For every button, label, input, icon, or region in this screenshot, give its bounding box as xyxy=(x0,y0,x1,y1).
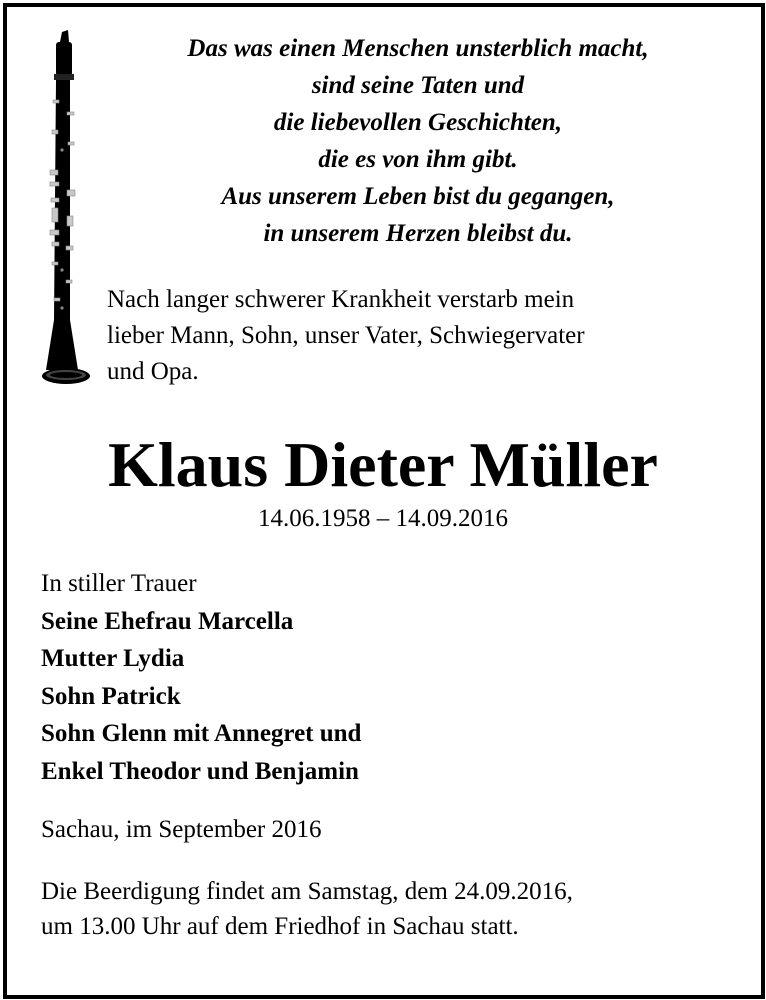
funeral-line: um 13.00 Uhr auf dem Friedhof in Sachau statt. xyxy=(41,913,519,940)
mourning-heading: In stiller Trauer xyxy=(41,570,197,597)
mourners-list xyxy=(41,565,721,790)
verse-line: die es von ihm gibt. xyxy=(318,146,518,173)
life-dates: 14.06.1958 – 14.09.2016 xyxy=(258,505,508,532)
place-date: Sachau, im September 2016 xyxy=(41,816,322,843)
mourner-line: Sohn Glenn mit Annegret und xyxy=(41,720,362,747)
announcement-line: Nach langer schwerer Krankheit verstarb mein xyxy=(107,286,575,313)
funeral-line: Die Beerdigung findet am Samstag, dem 24.09.2016, xyxy=(41,878,573,905)
verse-line: in unserem Herzen bleibst du. xyxy=(263,220,573,247)
clarinet-icon xyxy=(40,30,96,394)
verse-line: sind seine Taten und xyxy=(311,72,525,99)
verse-line: Das was einen Menschen unsterblich macht, xyxy=(187,35,649,62)
mourner-line: Sohn Patrick xyxy=(41,682,181,710)
deceased-name: Klaus Dieter Müller xyxy=(108,429,658,500)
announcement-line: lieber Mann, Sohn, unser Vater, Schwiegervater xyxy=(107,322,585,349)
mourner-line: Mutter Lydia xyxy=(41,645,185,672)
mourner-line: Enkel Theodor und Benjamin xyxy=(41,757,359,785)
verse-line: die liebevollen Geschichten, xyxy=(273,109,563,136)
funeral-notice xyxy=(41,874,741,944)
death-announcement xyxy=(107,282,727,390)
announcement-line: und Opa. xyxy=(107,358,199,385)
mourner-line: Seine Ehefrau Marcella xyxy=(41,607,294,635)
memorial-verse xyxy=(118,30,718,252)
verse-line: Aus unserem Leben bist du gegangen, xyxy=(221,183,615,210)
